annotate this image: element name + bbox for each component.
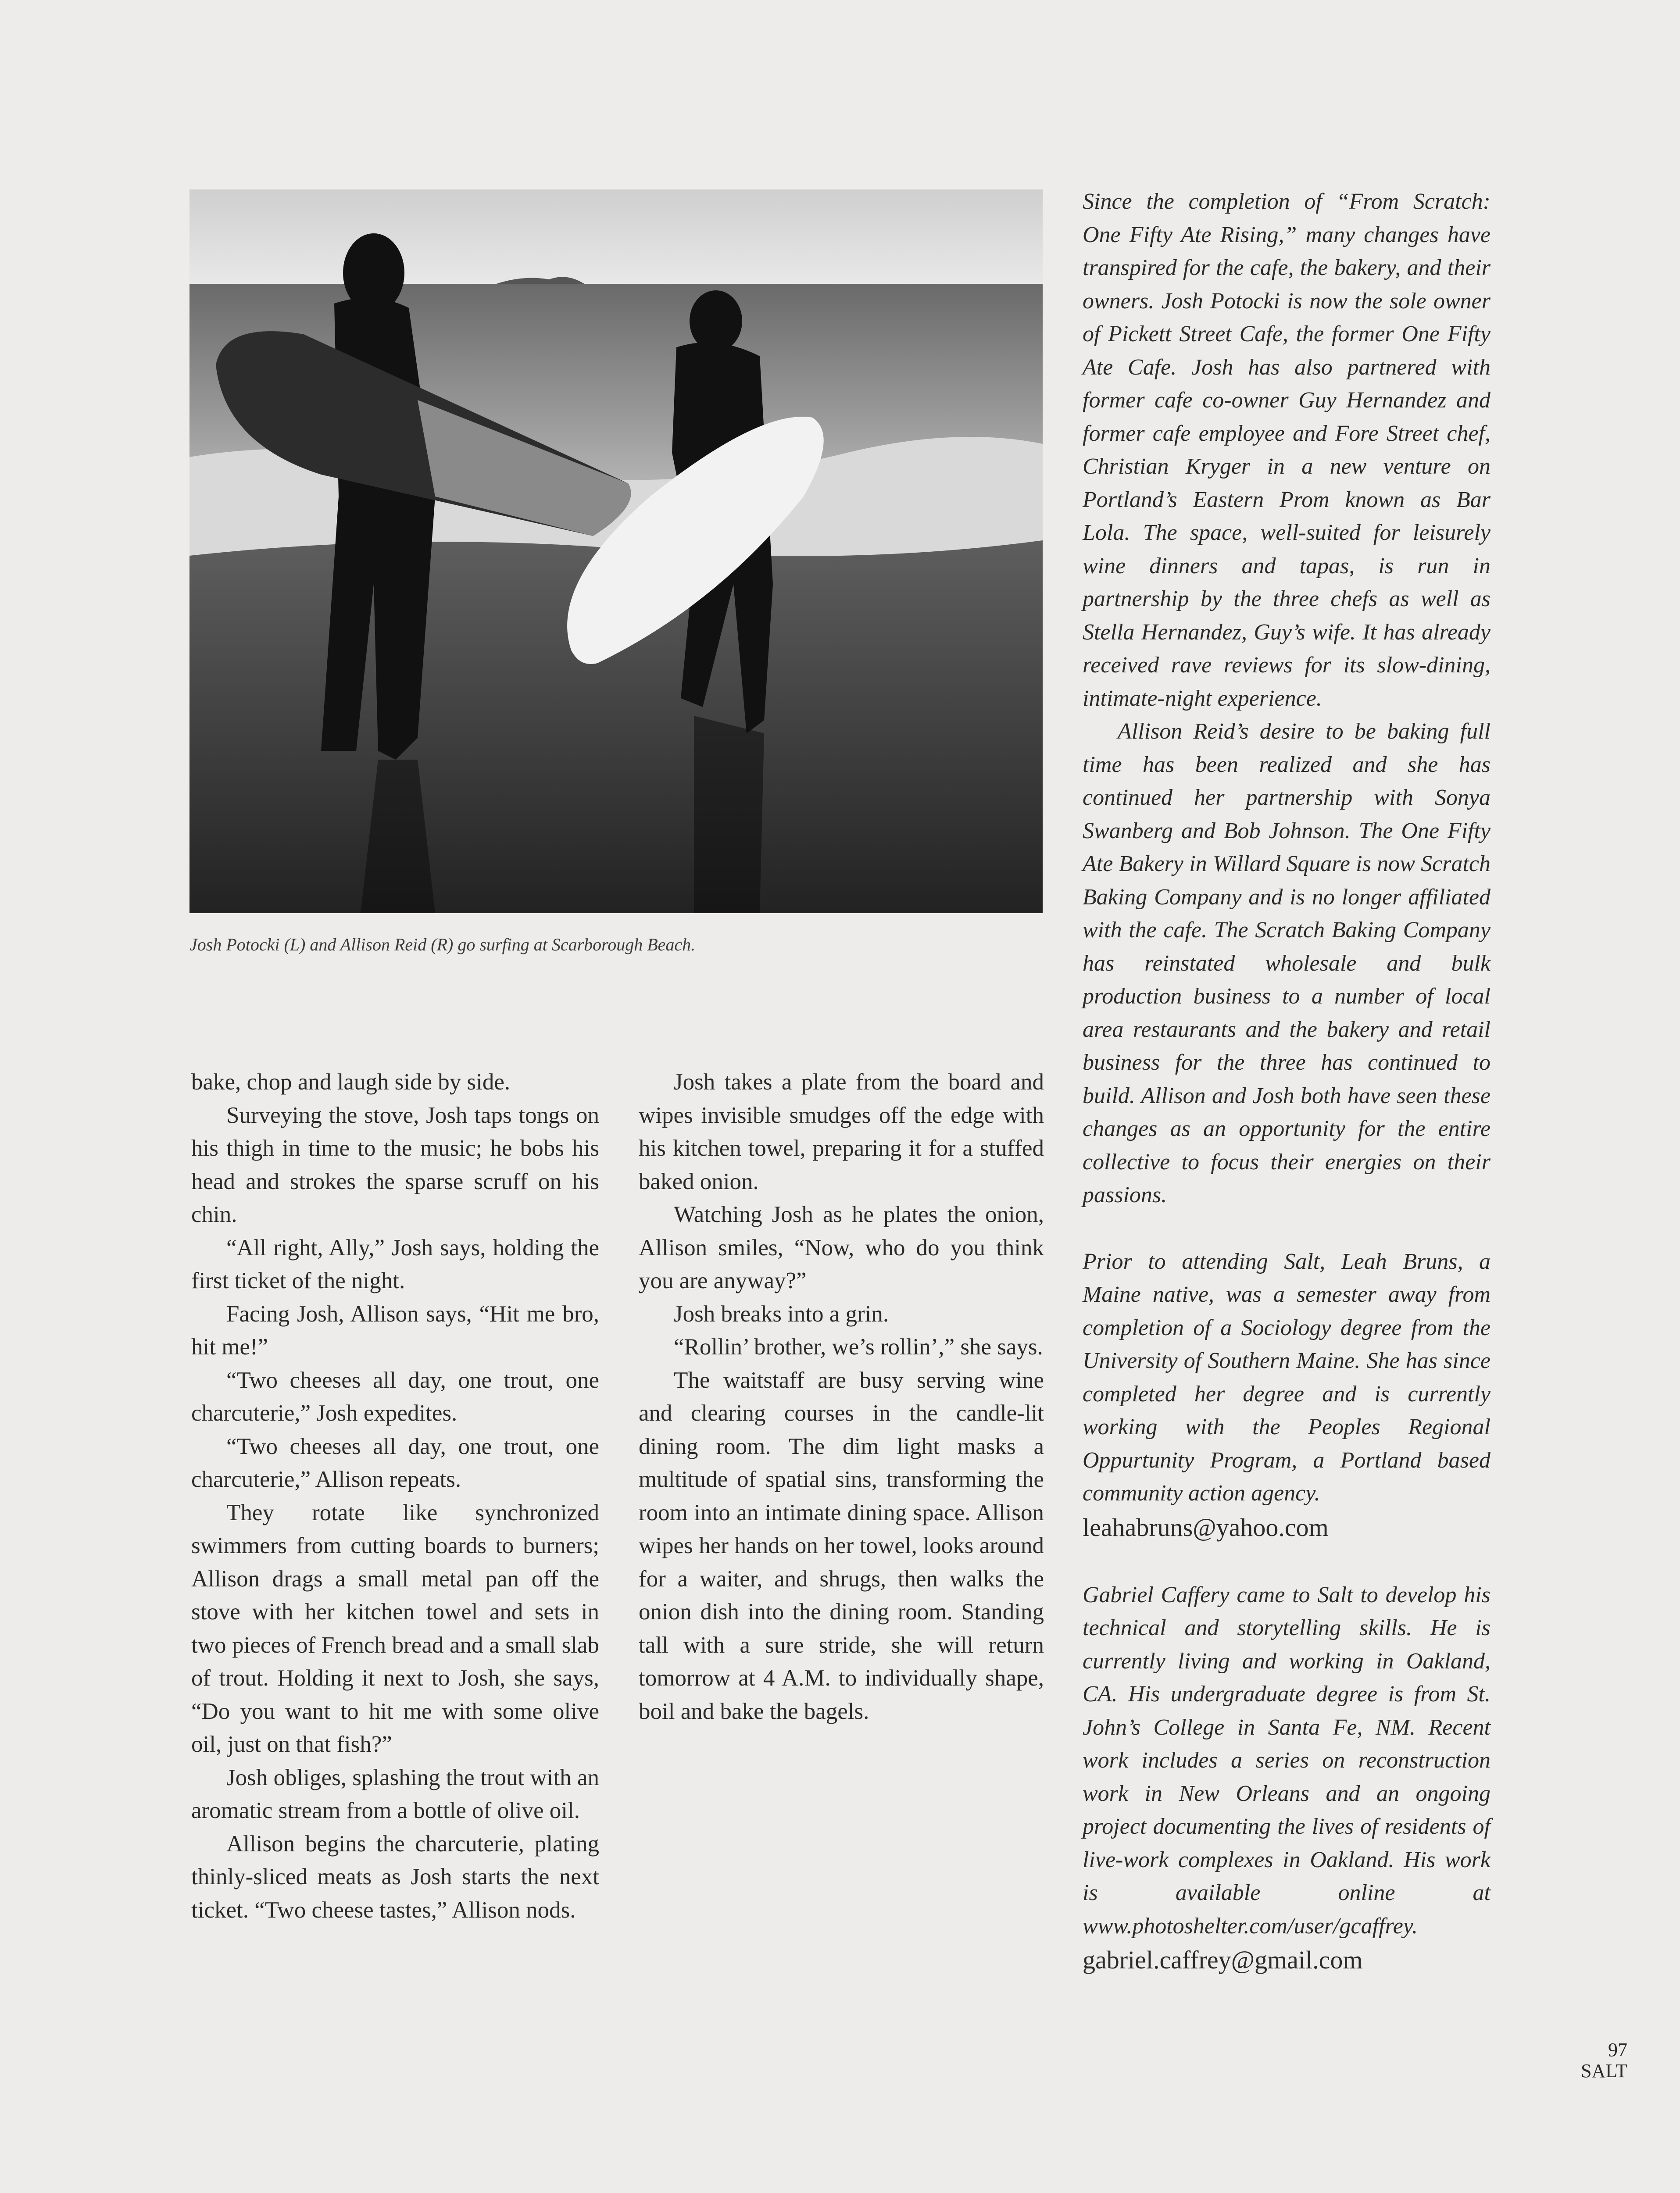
paragraph: “Rollin’ brother, we’s rollin’,” she says.: [674, 1334, 1043, 1360]
paragraph: They rotate like synchronized swimmers from cutting boards to burners; Allison drags a small metal pan off the stove with her kitchen towel and sets in two pieces of French bread and a small slab of trout. Holding it next to Josh, she says, “Do you want to hit me with some olive oil, just on that fish?”: [191, 1500, 599, 1757]
paragraph: Watching Josh as he plates the onion, Allison smiles, “Now, who do you think you are anyway?”: [639, 1202, 1044, 1293]
update-sidebar: [1083, 185, 1491, 1978]
writer-bio: Prior to attending Salt, Leah Bruns, a Maine native, was a semester away from completion of a Sociology degree from the University of Southern Maine. She has since completed her degree and is currently working with the Peoples Regional Oppurtunity Program, a Portland based community action agency.: [1083, 1249, 1491, 1506]
publication-name: SALT: [1581, 2060, 1627, 2082]
paragraph: Allison begins the charcuterie, plating thinly-sliced meats as Josh starts the next ticket. “Two cheese tastes,” Allison nods.: [191, 1831, 599, 1923]
paragraph: “Two cheeses all day, one trout, one charcuterie,” Allison repeats.: [191, 1433, 599, 1492]
writer-email-link[interactable]: leahabruns@yahoo.com: [1083, 1513, 1329, 1542]
folio: [1548, 2039, 1627, 2082]
article-column-2: [639, 1066, 1044, 1728]
sky: [189, 189, 1043, 284]
paragraph: The waitstaff are busy serving wine and clearing courses in the candle-lit dining room. The dim light masks a multitude of spatial sins, transforming the room into an intimate dining space. Allison wipes her hands on her towel, looks around for a waiter, and shrugs, then walks the onion dish into the dining room. Standing tall with a sure stride, she will return tomorrow at 4 A.M. to individually shape, boil and bake the bagels.: [639, 1367, 1044, 1724]
paragraph: Josh breaks into a grin.: [674, 1301, 889, 1327]
paragraph: “Two cheeses all day, one trout, one charcuterie,” Josh expedites.: [191, 1367, 599, 1426]
paragraph: Surveying the stove, Josh taps tongs on his thigh in time to the music; he bobs his head and strokes the sparse scruff on his chin.: [191, 1102, 599, 1227]
paragraph: Facing Josh, Allison says, “Hit me bro, hit me!”: [191, 1301, 599, 1360]
paragraph: bake, chop and laugh side by side.: [191, 1069, 511, 1095]
article-column-1: [191, 1066, 599, 1927]
paragraph: Josh takes a plate from the board and wipes invisible smudges off the edge with his kitchen towel, preparing it for a stuffed baked onion.: [639, 1069, 1044, 1194]
photo-caption: Josh Potocki (L) and Allison Reid (R) go surfing at Scarborough Beach.: [189, 935, 696, 954]
page-number: 97: [1608, 2039, 1627, 2061]
paragraph: “All right, Ally,” Josh says, holding the first ticket of the night.: [191, 1235, 599, 1293]
update-paragraph: Since the completion of “From Scratch: One Fifty Ate Rising,” many changes have transpired for the cafe, the bakery, and their owners. Josh Potocki is now the sole owner of Pickett Street Cafe, the former One Fifty Ate Cafe. Josh has also partnered with former cafe co-owner Guy Hernandez and former cafe employee and Fore Street chef, Christian Kryger in a new venture on Portland’s Eastern Prom known as Bar Lola. The space, well-suited for leisurely wine dinners and tapas, is run in partnership by the three chefs as well as Stella Hernandez, Guy’s wife. It has already received rave reviews for its slow-dining, intimate-night experience.: [1083, 189, 1491, 711]
paragraph: Josh obliges, splashing the trout with an aromatic stream from a bottle of olive oil.: [191, 1764, 599, 1823]
update-paragraph: Allison Reid’s desire to be baking full time has been realized and she has continued her partnership with Sonya Swanberg and Bob Johnson. The One Fifty Ate Bakery in Willard Square is now Scratch Baking Company and is no longer affiliated with the cafe. The Scratch Baking Company has reinstated wholesale and bulk production business to a number of local area restaurants and the bakery and retail business for the three has continued to build. Allison and Josh both have seen these changes as an opportunity for the entire collective to focus their energies on their passions.: [1083, 719, 1491, 1207]
photographer-bio: Gabriel Caffery came to Salt to develop his technical and storytelling skills. He is currently living and working in Oakland, CA. His undergraduate degree is from St. John’s College in Santa Fe, NM. Recent work includes a series on reconstruction work in New Orleans and an ongoing project documenting the lives of residents of live-work complexes in Oakland. His work is available online at www.photoshelter.com/user/gcaffrey.: [1083, 1582, 1491, 1939]
surfers-photo: [189, 189, 1043, 913]
beach-illustration: [189, 189, 1043, 913]
photographer-email-link[interactable]: gabriel.caffrey@gmail.com: [1083, 1946, 1363, 1974]
